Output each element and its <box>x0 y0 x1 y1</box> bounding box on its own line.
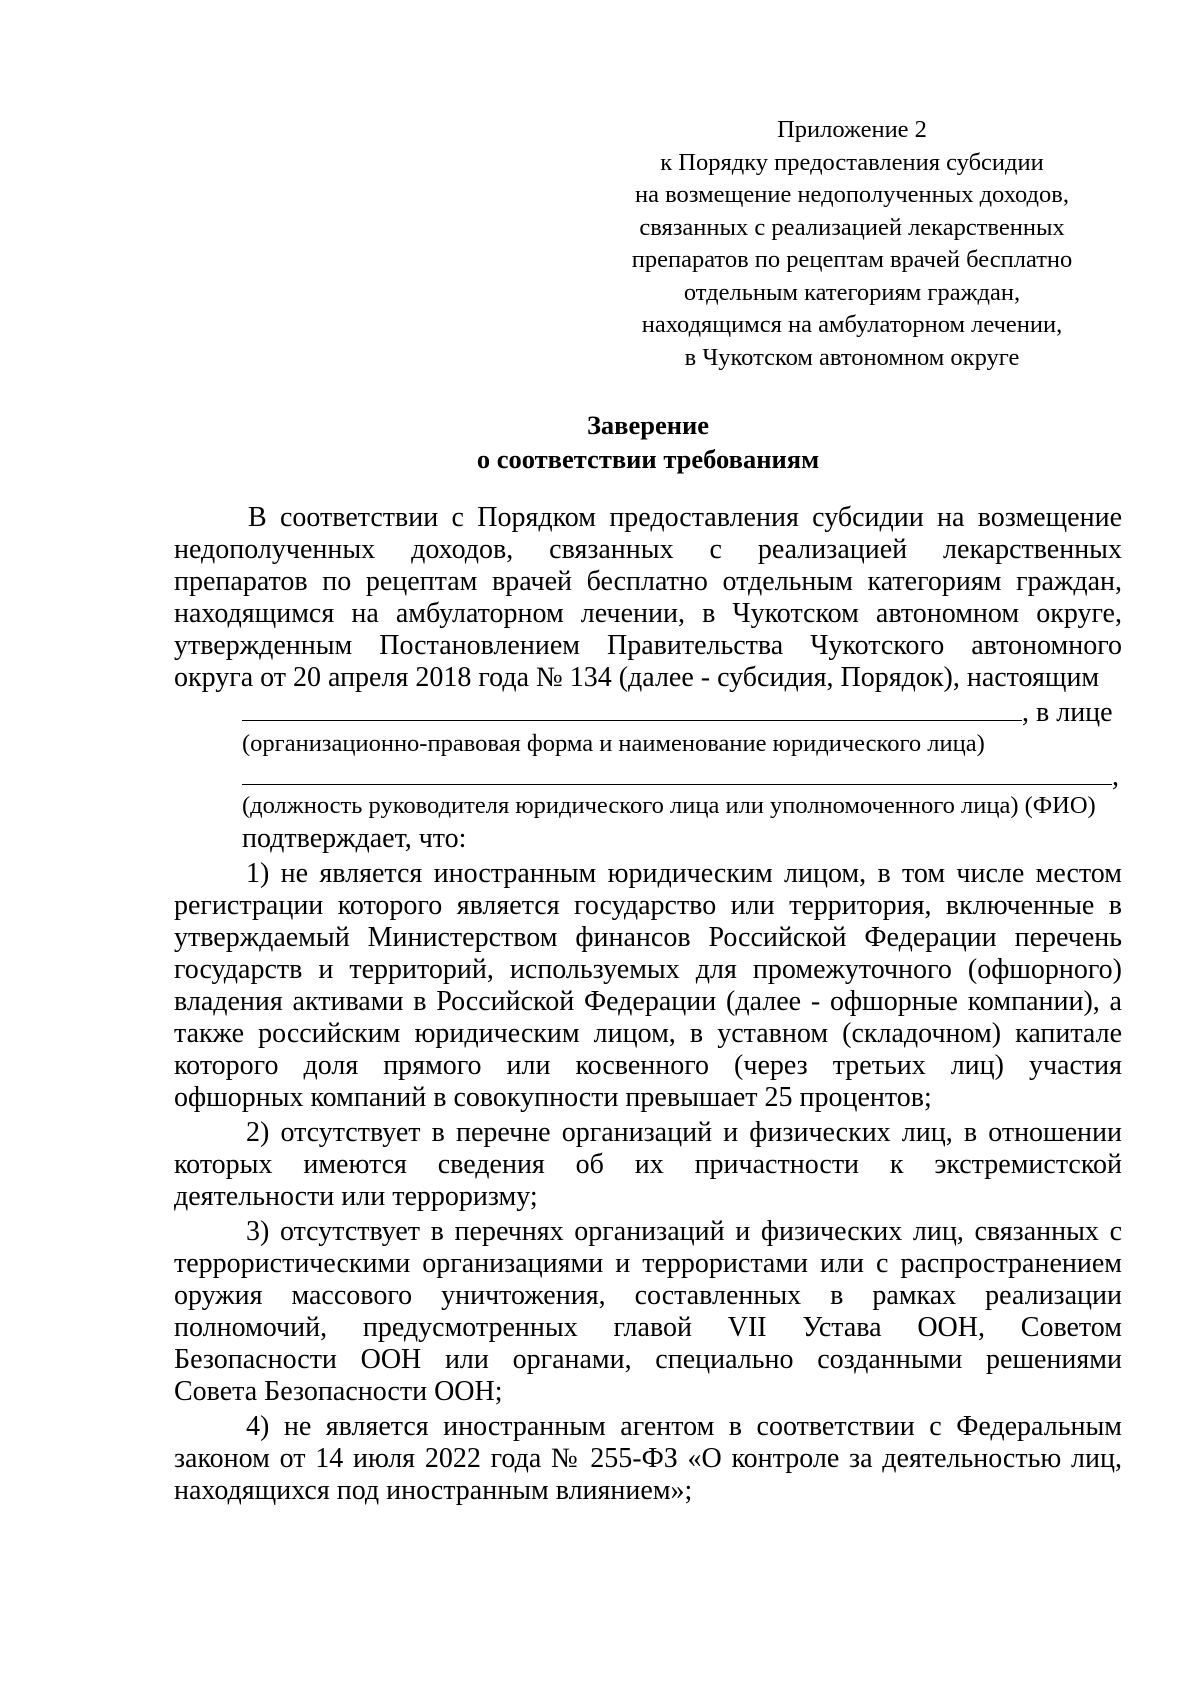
item1-line: офшорных компаний в совокупности превышает 25 процентов; <box>174 1082 932 1113</box>
title-line: Заверение <box>586 410 710 440</box>
intro-line: утвержденным Постановлением Правительства Чукотского автономного <box>174 630 1122 661</box>
appendix-line: на возмещение недополученных доходов, <box>635 181 1069 208</box>
intro-line: недополученных доходов, связанных с реализацией лекарственных <box>174 534 1122 565</box>
organization-suffix: , в лице <box>1022 697 1113 728</box>
appendix-header <box>612 114 1092 374</box>
item1-line: утверждаемый Министерством финансов Российской Федерации перечень <box>174 922 1122 953</box>
confirms-text: подтверждает, что: <box>242 823 467 854</box>
item1-line: государств и территорий, используемых для промежуточного (офшорного) <box>174 954 1122 985</box>
document-title <box>174 408 1122 476</box>
item4-line: законом от 14 июля 2022 года № 255-ФЗ «О контроле за деятельностью лиц, <box>174 1443 1122 1474</box>
appendix-line: препаратов по рецептам врачей бесплатно <box>631 246 1073 273</box>
organization-blank[interactable] <box>242 694 1022 721</box>
person-blank[interactable] <box>242 758 1112 785</box>
item3-line: Совета Безопасности ООН; <box>174 1376 503 1407</box>
item4-line: находящихся под иностранным влиянием»; <box>174 1475 693 1506</box>
organization-field-row <box>242 694 1113 729</box>
item2-line: деятельности или терроризму; <box>174 1181 538 1212</box>
appendix-line: отдельным категориям граждан, <box>683 278 1021 306</box>
item1-line: регистрации которого является государство или территория, включенные в <box>174 890 1122 921</box>
person-caption: (должность руководителя юридического лица или уполномоченного лица) (ФИО) <box>242 792 1096 819</box>
item1-line: 1) не является иностранным юридическим лицом, в том числе местом <box>246 858 1122 889</box>
appendix-line: к Порядку предоставления субсидии <box>660 148 1044 176</box>
item4-line: 4) не является иностранным агентом в соответствии с Федеральным <box>246 1411 1122 1442</box>
organization-caption: (организационно-правовая форма и наименование юридического лица) <box>242 730 985 757</box>
intro-line: препаратов по рецептам врачей бесплатно отдельным категориям граждан, <box>174 566 1122 597</box>
appendix-line: связанных с реализацией лекарственных <box>639 213 1065 241</box>
item3-line: 3) отсутствует в перечнях организаций и физических лиц, связанных с <box>246 1216 1122 1247</box>
item1-line: владения активами в Российской Федерации (далее - офшорные компании), а <box>174 986 1122 1017</box>
appendix-line: Приложение 2 <box>777 116 927 143</box>
item3-line: полномочий, предусмотренных главой VII Устава ООН, Советом <box>174 1312 1122 1343</box>
item1-line: которого доля прямого или косвенного (через третьих лиц) участия <box>174 1050 1122 1081</box>
intro-line: находящимся на амбулаторном лечении, в Чукотском автономном округе, <box>174 598 1122 629</box>
item3-line: оружия массового уничтожения, составленных в рамках реализации <box>174 1280 1122 1311</box>
title-line: о соответствии требованиям <box>476 444 820 474</box>
person-suffix: , <box>1112 761 1119 792</box>
person-field-row <box>242 758 1119 793</box>
item1-line: также российским юридическим лицом, в уставном (складочном) капитале <box>174 1018 1122 1049</box>
item2-line: 2) отсутствует в перечне организаций и физических лиц, в отношении <box>246 1117 1122 1148</box>
item3-line: террористическими организациями и террористами или с распространением <box>174 1248 1122 1279</box>
intro-line: В соответствии с Порядком предоставления субсидии на возмещение <box>248 502 1122 533</box>
item3-line: Безопасности ООН или органами, специально созданными решениями <box>174 1344 1122 1375</box>
intro-line: округа от 20 апреля 2018 года № 134 (далее - субсидия, Порядок), настоящим <box>174 662 1100 693</box>
appendix-line: находящимся на амбулаторном лечении, <box>641 311 1063 338</box>
appendix-line: в Чукотском автономном округе <box>684 343 1020 371</box>
item2-line: которых имеются сведения об их причастности к экстремистской <box>174 1149 1122 1180</box>
